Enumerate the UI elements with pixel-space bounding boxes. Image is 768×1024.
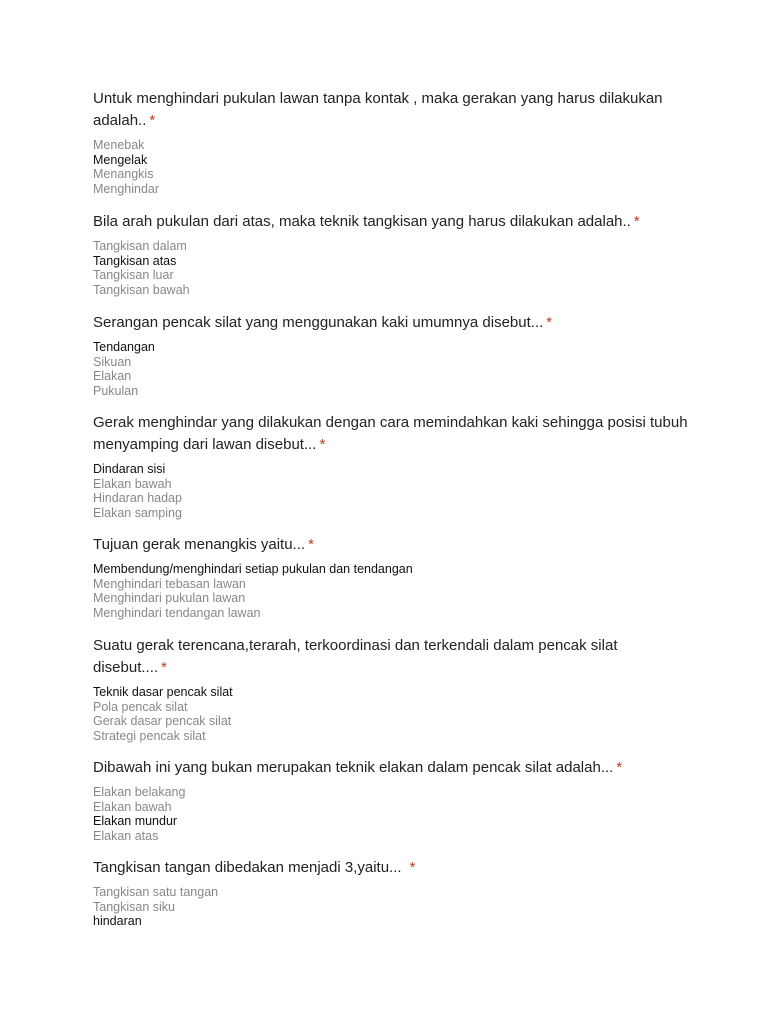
option[interactable]: Menangkis [93, 167, 154, 182]
required-marker: * [161, 659, 167, 676]
option[interactable]: Elakan atas [93, 829, 159, 844]
option[interactable]: Elakan bawah [93, 799, 172, 814]
option-list [93, 562, 693, 621]
option-list [93, 239, 693, 298]
question-block [93, 312, 693, 399]
option-selected[interactable]: Mengelak [93, 152, 148, 167]
option[interactable]: Pukulan [93, 384, 139, 399]
question-text: Tujuan gerak menangkis yaitu... * [93, 536, 314, 553]
question-text: Untuk menghindari pukulan lawan tanpa kontak , maka gerakan yang harus dilakukan adalah.. * [93, 90, 663, 129]
option[interactable]: Elakan belakang [93, 785, 186, 799]
option-list [93, 785, 693, 844]
option-list [93, 462, 693, 521]
option[interactable]: Menghindari tendangan lawan [93, 606, 261, 621]
option-selected[interactable]: Elakan mundur [93, 814, 178, 829]
option[interactable]: Sikuan [93, 354, 132, 369]
option[interactable]: Tangkisan luar [93, 268, 174, 283]
option-selected[interactable]: hindaran [93, 914, 142, 929]
question-block [93, 211, 693, 298]
option-selected[interactable]: Membendung/menghindari setiap pukulan dan tendangan [93, 562, 413, 576]
question-text: Bila arah pukulan dari atas, maka teknik tangkisan yang harus dilakukan adalah.. * [93, 213, 640, 230]
question-block [93, 534, 693, 621]
option[interactable]: Menghindar [93, 182, 160, 197]
option-list [93, 340, 693, 399]
option[interactable]: Hindaran hadap [93, 491, 182, 506]
question-block [93, 412, 693, 521]
required-marker: * [308, 536, 314, 553]
question-text: Dibawah ini yang bukan merupakan teknik elakan dalam pencak silat adalah... * [93, 759, 623, 776]
option[interactable]: Tangkisan bawah [93, 283, 190, 298]
option[interactable]: Gerak dasar pencak silat [93, 714, 232, 729]
option[interactable]: Menghindari tebasan lawan [93, 576, 246, 591]
option[interactable]: Elakan [93, 369, 132, 384]
option[interactable]: Menghindari pukulan lawan [93, 591, 246, 606]
option-selected[interactable]: Teknik dasar pencak silat [93, 685, 233, 699]
option[interactable]: Elakan samping [93, 506, 182, 521]
option[interactable]: Elakan bawah [93, 476, 172, 491]
option[interactable]: Tangkisan dalam [93, 239, 187, 253]
option-selected[interactable]: Dindaran sisi [93, 462, 166, 476]
question-block [93, 635, 693, 744]
question-block [93, 757, 693, 844]
question-text: Suatu gerak terencana,terarah, terkoordinasi dan terkendali dalam pencak silat disebut.... * [93, 637, 618, 676]
required-marker: * [149, 112, 156, 129]
option[interactable]: Menebak [93, 138, 145, 152]
question-block [93, 88, 693, 197]
option-list [93, 885, 693, 929]
question-text: Tangkisan tangan dibedakan menjadi 3,yaitu... * [93, 859, 416, 876]
required-marker: * [409, 859, 416, 876]
option-selected[interactable]: Tangkisan atas [93, 253, 177, 268]
question-text: Serangan pencak silat yang menggunakan kaki umumnya disebut... * [93, 314, 553, 331]
required-marker: * [616, 759, 623, 776]
question-block [93, 857, 693, 929]
required-marker: * [633, 213, 640, 230]
required-marker: * [319, 436, 326, 453]
option[interactable]: Tangkisan siku [93, 899, 175, 914]
option-selected[interactable]: Tendangan [93, 340, 155, 354]
option[interactable]: Strategi pencak silat [93, 729, 206, 744]
option[interactable]: Pola pencak silat [93, 699, 188, 714]
option-list [93, 685, 693, 744]
option[interactable]: Tangkisan satu tangan [93, 885, 219, 899]
required-marker: * [546, 314, 553, 331]
option-list [93, 138, 693, 197]
question-text: Gerak menghindar yang dilakukan dengan cara memindahkan kaki sehingga posisi tubuh menyamping dari lawan disebut... * [93, 414, 688, 453]
